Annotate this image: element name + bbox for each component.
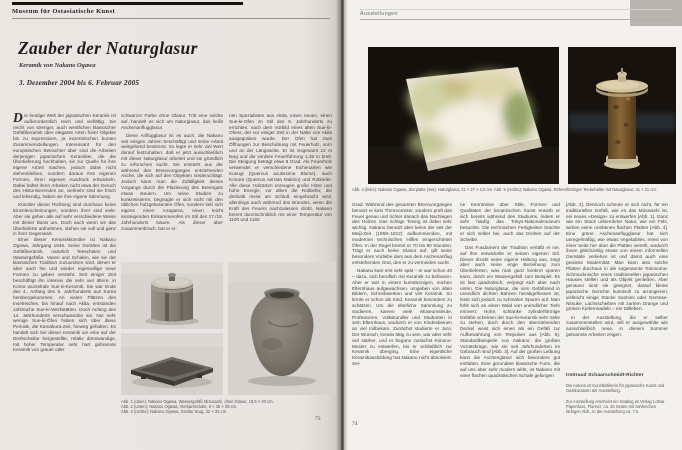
header-rule-left — [12, 18, 330, 19]
exhibition-dates: 3. Dezember 2004 bis 6. Februar 2005 — [19, 79, 140, 87]
photo-glazed-plate — [368, 47, 559, 184]
author-name: Irmtraud Schaarschmidt-Richter — [566, 373, 644, 378]
running-head-left: Museum für Ostasiatische Kunst — [12, 8, 116, 15]
photo-square-dish — [121, 333, 223, 395]
page-gutter-shadow — [336, 0, 348, 450]
photo-lidded-cylinder — [568, 47, 676, 184]
paragraph: In der Ausstellung, die er selber zusammenstellen wird, will er ausgewählte wie ausschließlich neue, in diesem Sommer gebrannte Arbeiten zeigen. — [566, 314, 668, 338]
body-column-left-3 — [229, 113, 332, 253]
body-column-right-1 — [352, 202, 452, 417]
figure-captions-left — [121, 399, 336, 414]
photo-storage-jar — [228, 262, 336, 395]
paragraph: nen Spezialisten aus Akita, einen neuen, einen Sue-ki-Ofen im Stil des 8. Jahrhunderts zu errichten, nach dem Vorbild eines alten Sue-ki-Ofens, der vor einiger Zeit in der Nähe von Akita ausgegraben wurde. Der Ofen hat zwei Öffnungen zur Beschickung mit Feuerholz, vorn und an der Längsseite. Er ist insgesamt 12 m lang und die vordere Feuerführung 1,35 m breit. Die Steigung beträgt etwa 8 Grad. Als Feuerholz verwendet er verschiedene Eichenarten wie Kunugi (Quercus acutissima Blume), auch Konara (Quercus serrata Makino) und Rotkiefer. Alle diese Holzarten erzeugen große Hitze und hohe Energie, vor allem die Rotkiefer, die deshalb meist am Schluß eingebracht wird, allerdings auch während des Brandes, wenn die Kraft des Feuers nachzulassen droht. Nakano brennt durchschnittlich mit einer Temperatur von 1100 und 1160 — [229, 113, 332, 223]
page-number-left: 73 — [315, 416, 321, 422]
paragraph: ie heutige Welt der japanischen Keramik ist außerordentlich reich und vielfältig. Sie reicht von strenger, auch westlichen klassischer Gefäßkeramik über elegante Arten freier Objekte bis zu expressiven, ja exzentrischen bunten Zusammenstellungen. Interessant für den europäischen Betrachter aber sind die Arbeiten derjenigen japanischen Keramiker, die die Überlieferung hochhalten, sie zur Quelle für ihre eigene Arbeit machen, jedoch dabei nicht stehenbleiben, sondern daraus ihre eigenen Formen, ihren eigenen Ausdruck entwickeln. Dabei haftet ihren Arbeiten nicht etwa der Geruch des Historisierenden an, vielmehr sind sie frisch und lebendig, haben sie ihre eigene Stimmung. — [13, 113, 116, 200]
body-column-left-2 — [121, 113, 223, 259]
header-rule-right-bottom — [360, 19, 672, 20]
catalog-note: Zur Ausstellung erscheint ein Katalog im Verlag Lothar Papenfuss, Florenz, ca. 30 Seiten mit zahlreichen farbigen Abb., in der Ausstellung ca. 7 €. — [566, 399, 665, 414]
paragraph: Das Fundament der Tradition verläßt er nie, auf ihm entwickelte er seinen eigenen Stil. Dieser drückt seine eigene Haltung aus, zeigt aber auch seine enge Beziehung zum Überlieferten, was man ganz konkret spüren kann, durch ein Wassergefäß zum Beispiel. Es ist fast quadratisch, verjüngt sich aber nach unten. Die Naturglasur, die vom Gefäßrand in unendlich dichten Bahnen herabgeflossen ist, löste sich jedoch zu schmalen Spuren auf. Man fühlt sich an einen Wald von unendlicher Tiefe erinnert. Hohe, schlanke zylinderförmige Gefäße scheinen der Sue-ki-Keramik sehr nahe zu stehen, doch durch den überstehenden Deckel weist sich eines als ein Gefäß zur Aufbewahrung von Teepulver aus [Abb. 5]. Standardbeispiele von Nakano: die großen Vorratskrüge, wie sie seit Jahrhunderten im Gebrauch sind [Abb. 3]. Auf der großen Leibung kann die Aschenglasur sich besonders gut entfalten. Eine gerundete klassische Form, die auf uns aber sehr modern wirkt, ist Nakano mit einer flachen quadratischen Schale gelungen — [460, 245, 560, 378]
top-black-rule — [12, 2, 243, 5]
paragraph: Künstler dieser Richtung sind durchaus keine Einzelerscheinungen, sondern ihrer sind viele. Aber sie gehen alle auf sehr verschiedene Weise mit dieser Basis um. Doch auch wenn sie das Überlieferte aufnehmen, stehen sie voll und ganz in ihrer Gegenwart. — [13, 202, 116, 237]
scan-corner-shadow — [630, 0, 682, 26]
paragraph: Nakano kam erst sehr spät – er war schon 40 – dazu, sich beruflich mit Keramik zu befassen. Aber er war in einem kunstsinnigen, reichen Elternhaus aufgewachsen, umgeben von alten Bildern, Schreibwerken und viel Keramik. So lernte er schon als Kind, Keramik besonders zu schätzen. Um die elterliche Sammlung zu studieren, kamen viele Museumsleute, Professoren, Volkskundler und Studenten in sein Elternhaus, wodurch er von Kindesbeinen an viel mitbekam. Zunächst studierte er Jura. Der Wunsch, kreativ tätig zu sein, war aber sehr viel stärker, und er begann zunächst Kimono-Muster zu entwerfen, bis er schließlich zur Keramik überging. Eine eigentliche Keramikausbildung hat Nakano nicht absolviert. Sei- — [352, 268, 452, 367]
paragraph: [Abb. 2]. Dennoch scheute er sich nicht, für ein traditionelles Gefäß, wie es das Mizusashi ist, ein neues »Design« zu entwerfen [Abb. 1]. Ganz wie ein Stück unberührter Natur, wie ein Fels, wirken seine unebenen flachen Platten [Abb. 4]. Eine grüne Aschenanflugglasur hat sich unregelmäßig, wie etwas Vegetabiles, meist von einer Seite her über die Platten verteilt, wodurch ihnen gleichzeitig etwas von einem informellen Gemälde verliehen ist und damit auch eine gewisse Modernität. Man kann also solche Platten durchaus in die sogenannte Tokonoma-Schmucknische eines traditionellen japanischen Hauses stellen und als Objekt genießen. Aber genauso sind sie geeignet, darauf kleine japanische Gerichte kunstvoll zu arrangieren, vielleicht einige Stücke Sashimi oder Gemüse-Nitsuke, Lachsscheiben mit zartem Orange und grünen Kiefernnadeln – ein Stilleben. — [566, 202, 668, 312]
body-column-right-3 — [566, 202, 668, 368]
caption-line: Abb. 2 (unten): Nakano Ogawa, Vierkantschale, 6 × 35 × 35 cm. — [121, 404, 238, 410]
paragraph: schwarzer Farbe ohne Glasur. Tritt eine solche auf, handelt es sich um Naturglasur, das heißt Aschenanflugglasur. — [121, 113, 223, 130]
header-rule-right-top — [360, 9, 672, 10]
author-note: Die Autorin ist Kunstkritikerin für japanische Kunst und Gastkuratorin der Ausstellung. — [566, 383, 665, 393]
paragraph: Einer dieser Keramikkünstler ist Nakano Ogawa, Jahrgang 1946. Seine Domäne ist die Gefäßkeramik, natürlich Teeschalen und Wassergefäße, Vasen und Schalen, wie sie der klassischen Tradition zuzuordnen sind, denen er aber auch hie und wieder eigenwillige neue Formen zu geben versteht. Seit einiger Zeit beschäftigt ihn intensiv die sehr viel ältere, in Korea wurzelnde Sue-ki-Keramik. Sie war Ende des 4., Anfang des 5. Jahrhunderts aus Korea herübergekommen. An vielen Plätzen des Inselreiches, bis hinauf nach Akita, entstanden zahlreiche Sue-ki-Werkstätten. Doch Anfang des 14. Jahrhunderts verschwanden sie. Nur sehr wenige Sue-ki-Öfen haben sich über diese Periode, die Kamakura-Zeit, hinweg gehalten. Es handelt sich bei dieser Keramik um eine auf der Drehscheibe hergestellte, relativ dünnwandige, mit hoher Temperatur sehr hart gebrannte Keramik von grauer oder — [13, 237, 116, 353]
page-title: Zauber der Naturglasur — [18, 38, 198, 58]
paragraph: Diese Anflugglasur ist es auch, die Nakano seit einigen Jahren beschäftigt und seine Arbeit weitgehend bestimmt. So legte er sehr viel Wert darauf festzuhalten, daß er jetzt ausschließlich mit dieser Naturglasur arbeitet und sie gründlich zu erforschen sucht. Sie entsteht aus der während des Brennvorganges entstehenden Asche, die sich auf den Objekten niederschlägt. Jedoch kann man die Zufälligkeit dieses Vorgangs durch die Plazierung des Brennguts etwas steuern. Um seine Studien zu konkretisieren, begnügte er sich nicht mit den üblichen holzgebrannten Öfen, sondern ließ sich eigens einen Anagama, einen leicht ansteigenden Einkammerofen im Stil des 17./18. Jahrhunderts bauen. Als dieser aber zusammenbrach, bat er ei- — [121, 132, 223, 231]
running-head-right: Ausstellungen — [360, 11, 398, 17]
paragraph: Grad. Während des gesamten Brennvorganges benutzt er kein Thermometer, sondern prüft das Feuer genau und richtet danach das Nachlegen des Holzes. Das richtige Timing ist dabei sehr wichtig. Nakano benutzt aber keine der seit der Meiji-Zeit (1868–1912) aufkommenden, mit modernen technischen Hilfen eingerichteten Öfen. In der Regel brennt er 70 bis 90 Stunden. Trägt er auch keine Glasur auf, gilt seine besondere Vorliebe dem aus dem Aschenanflug entstehenden Grat, den er zu vermeiden sucht. — [352, 202, 452, 265]
caption-line: Abb. 1 (oben): Nakano Ogawa, Wassergefäß Mizusashi, ohne Glasur, 19,5 × 20 cm. — [121, 399, 274, 404]
page-number-right: 74 — [352, 421, 358, 427]
caption-line: Abb. 3 (rechts): Nakano Ogawa, Großer Krug, 32 × 32 cm. — [121, 409, 228, 415]
body-column-left-1 — [13, 113, 116, 414]
paragraph: ne Kenntnisse über Stile, Formen und Qualitäten der keramischen Kunst erwarb er sich bereits während des Studiums, indem er sehr häufig das Tokyo-Nationalmuseum besuchte. Die technischen Fertigkeiten brachte er sich selber bei, auch das Drehen auf der Scheibe. — [460, 202, 560, 242]
body-column-right-2 — [460, 202, 560, 417]
figure-caption-right: Abb. 4 (links): Nakano Ogawa, Zierplatte (Set), Naturglasur, 21 × 27 × 2,5 cm. Abb. 5 (rechts): Nakano Ogawa, Röhrenförmiger Teebehälter mit Naturglasur, 31 × 21 cm. — [352, 187, 657, 192]
photo-mizusashi — [121, 262, 223, 329]
drop-cap: D — [13, 113, 23, 125]
page-subtitle: Keramik von Nakano Ogawa — [19, 62, 96, 69]
